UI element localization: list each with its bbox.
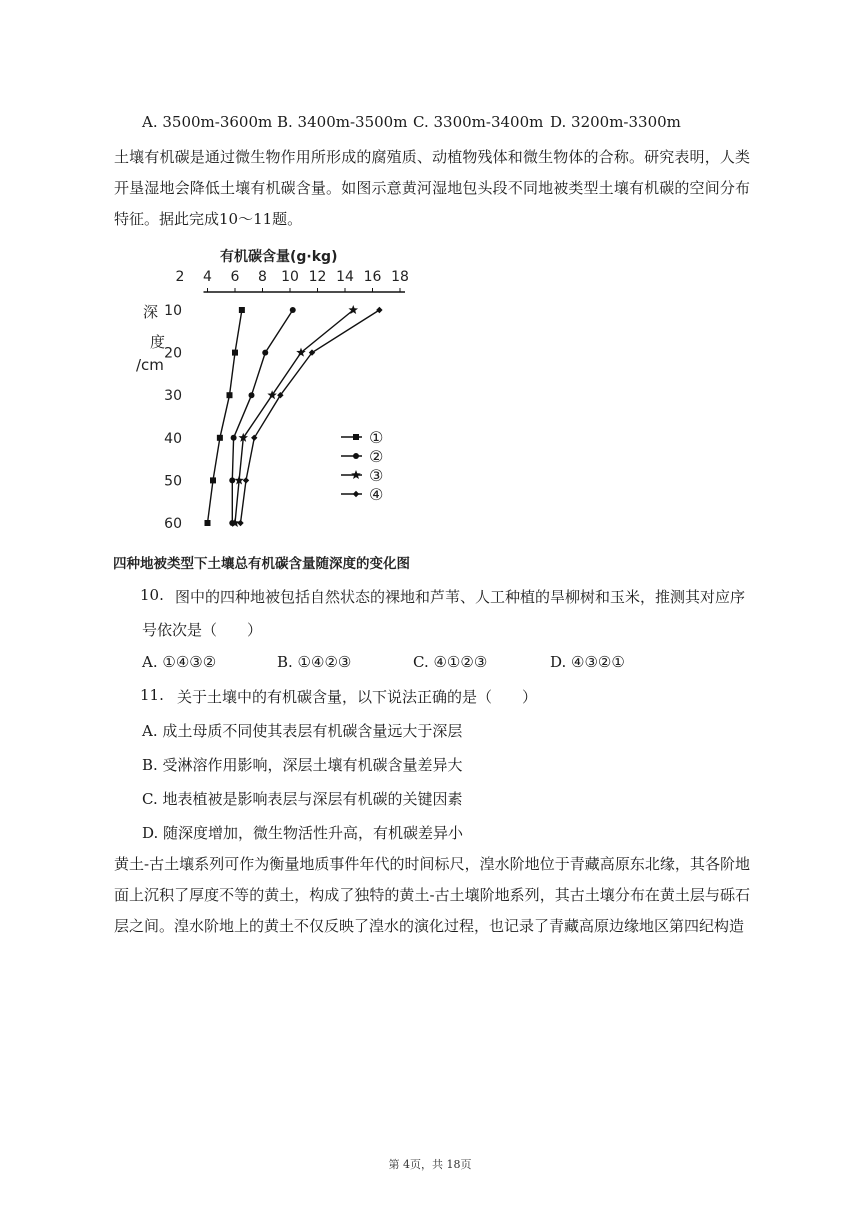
series-1-point xyxy=(227,392,233,398)
option-b[interactable]: B. 3400m-3500m xyxy=(277,113,408,131)
option-a[interactable]: A. 3500m-3600m xyxy=(142,113,273,131)
q10-option-a[interactable]: A. ①④③② xyxy=(142,653,217,671)
q11-option-d[interactable]: D. 随深度增加，微生物活性升高，有机碳差异小 xyxy=(142,824,464,842)
organic-carbon-chart xyxy=(110,242,430,552)
x-tick-label: 10 xyxy=(281,269,299,285)
y-tick-label: 60 xyxy=(164,516,182,532)
series-4-point xyxy=(237,520,243,526)
q11-option-c[interactable]: C. 地表植被是影响表层与深层有机碳的关键因素 xyxy=(142,790,463,808)
x-tick-label: 16 xyxy=(363,269,382,285)
legend-marker-1 xyxy=(353,434,359,440)
legend-marker-3 xyxy=(351,470,361,479)
y-tick-label: 20 xyxy=(164,345,182,362)
intro-paragraph: 土壤有机碳是通过微生物作用所形成的腐殖质、动植物残体和微生物体的合称。研究表明，人类开垦湿地会降低土壤有机碳含量。如图示意黄河湿地包头段不同地被类型土壤有机碳的空间分布特征。据此完成10～11题。 xyxy=(114,148,750,228)
series-2-point xyxy=(249,392,255,398)
chart-x-axis-title: 有机碳含量(g·kg) xyxy=(220,249,338,265)
x-tick-label: 6 xyxy=(230,269,240,285)
series-2-point xyxy=(262,350,268,356)
series-2-point xyxy=(290,307,296,313)
option-d[interactable]: D. 3200m-3300m xyxy=(550,113,681,131)
series-line-1 xyxy=(208,310,242,523)
y-tick-label: 10 xyxy=(164,303,182,319)
q11-stem: 关于土壤中的有机碳含量，以下说法正确的是（ ） xyxy=(177,688,538,706)
series-4-point xyxy=(243,477,249,483)
x-tick-label: 4 xyxy=(203,269,212,285)
option-c[interactable]: C. 3300m-3400m xyxy=(413,113,544,131)
series-line-4 xyxy=(241,310,380,523)
chart-caption: 四种地被类型下土壤总有机碳含量随深度的变化图 xyxy=(113,556,410,572)
series-1-point xyxy=(205,520,211,526)
y-tick-label: 30 xyxy=(164,388,182,405)
q11-option-b[interactable]: B. 受淋溶作用影响，深层土壤有机碳含量差异大 xyxy=(142,756,463,774)
x-tick-label: 2 xyxy=(175,269,185,285)
q10-option-d[interactable]: D. ④③②① xyxy=(550,653,625,671)
series-line-3 xyxy=(235,310,353,523)
y-axis-label-part: 度 xyxy=(150,333,166,351)
series-1-point xyxy=(217,435,223,441)
x-tick-label: 18 xyxy=(391,269,409,285)
q10-text-line2: 号依次是（ ） xyxy=(142,621,263,639)
series-1-point xyxy=(239,307,245,313)
series-1-point xyxy=(210,477,216,483)
q10-option-c[interactable]: C. ④①②③ xyxy=(413,653,488,671)
page-footer: 第 4页，共 18页 xyxy=(388,1158,472,1171)
y-tick-label: 40 xyxy=(164,430,182,447)
series-2-point xyxy=(229,477,235,483)
legend-label-1: ① xyxy=(369,428,384,447)
loess-paragraph: 黄土-古土壤系列可作为衡量地质事件年代的时间标尺，湟水阶地位于青藏高原东北缘，其各阶地面上沉积了厚度不等的黄土，构成了独特的黄土-古土壤阶地系列，其古土壤分布在黄土层与砾石层之间。湟水阶地上的黄土不仅反映了湟水的演化过程，也记录了青藏高原边缘地区第四纪构造 xyxy=(114,855,750,935)
legend-marker-4 xyxy=(353,491,359,497)
legend-label-4: ④ xyxy=(369,485,384,504)
y-axis-label-part: 深 xyxy=(143,303,159,321)
x-tick-label: 14 xyxy=(336,269,354,285)
series-line-2 xyxy=(232,310,292,523)
legend-label-2: ② xyxy=(369,447,384,466)
series-3-point xyxy=(267,390,277,399)
y-axis-label-part: /cm xyxy=(136,356,164,374)
q11-number: 11. xyxy=(140,686,164,704)
legend-label-3: ③ xyxy=(369,466,384,485)
legend-marker-2 xyxy=(353,453,359,459)
x-tick-label: 8 xyxy=(258,269,267,285)
q10-number: 10. xyxy=(140,586,164,604)
series-2-point xyxy=(231,435,237,441)
q11-option-a[interactable]: A. 成土母质不同使其表层有机碳含量远大于深层 xyxy=(142,722,463,740)
series-3-point xyxy=(296,348,306,357)
y-tick-label: 50 xyxy=(164,473,182,490)
x-tick-label: 12 xyxy=(308,269,327,285)
q10-text-line1: 图中的四种地被包括自然状态的裸地和芦苇、人工种植的旱柳树和玉米，推测其对应序 xyxy=(175,588,746,606)
series-1-point xyxy=(232,350,238,356)
q10-option-b[interactable]: B. ①④②③ xyxy=(277,653,352,671)
